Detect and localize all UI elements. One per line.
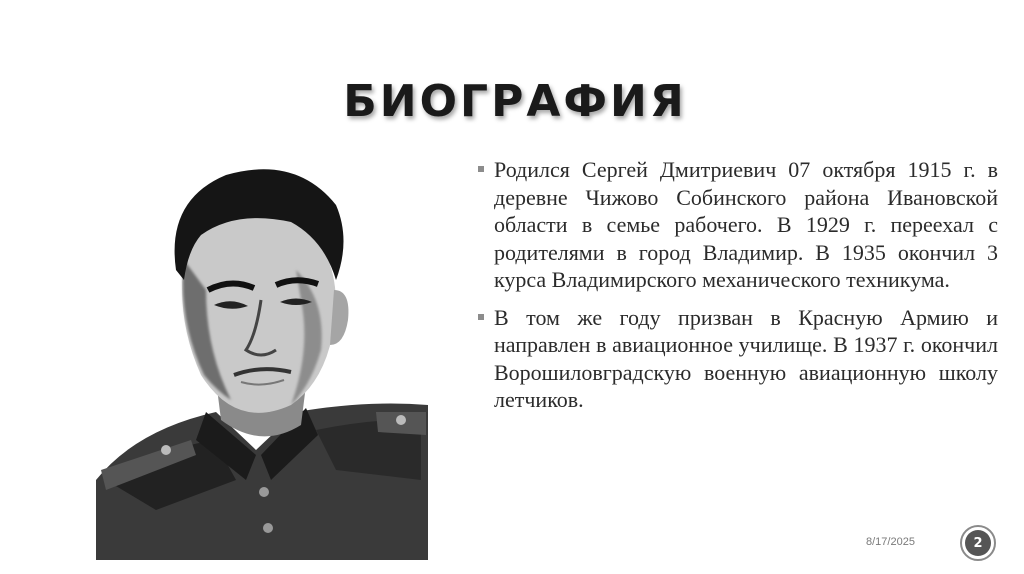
- bullet-marker: [478, 314, 484, 320]
- bullet-text: В том же году призван в Красную Армию и направлен в авиационное училище. В 1937 г. окончил Ворошиловградскую военную авиационную школу летчиков.: [494, 304, 998, 412]
- bullet-item: [478, 304, 998, 414]
- slide-title: БИОГРАФИЯ: [343, 76, 687, 127]
- bullet-item: [478, 156, 998, 294]
- page-number-badge: [960, 525, 996, 561]
- bullet-list: [478, 156, 998, 424]
- slide-date: 8/17/2025: [866, 536, 915, 548]
- bullet-text: Родился Сергей Дмитриевич 07 октября 1915 г. в деревне Чижово Собинского района Ивановской области в семье рабочего. В 1929 г. переехал с родителями в город Владимир. В 1935 окончил 3 курса Владимирского механического техникума.: [494, 157, 998, 292]
- bullet-marker: [478, 166, 484, 172]
- page-number: 2: [965, 530, 991, 556]
- portrait-image: [96, 150, 428, 560]
